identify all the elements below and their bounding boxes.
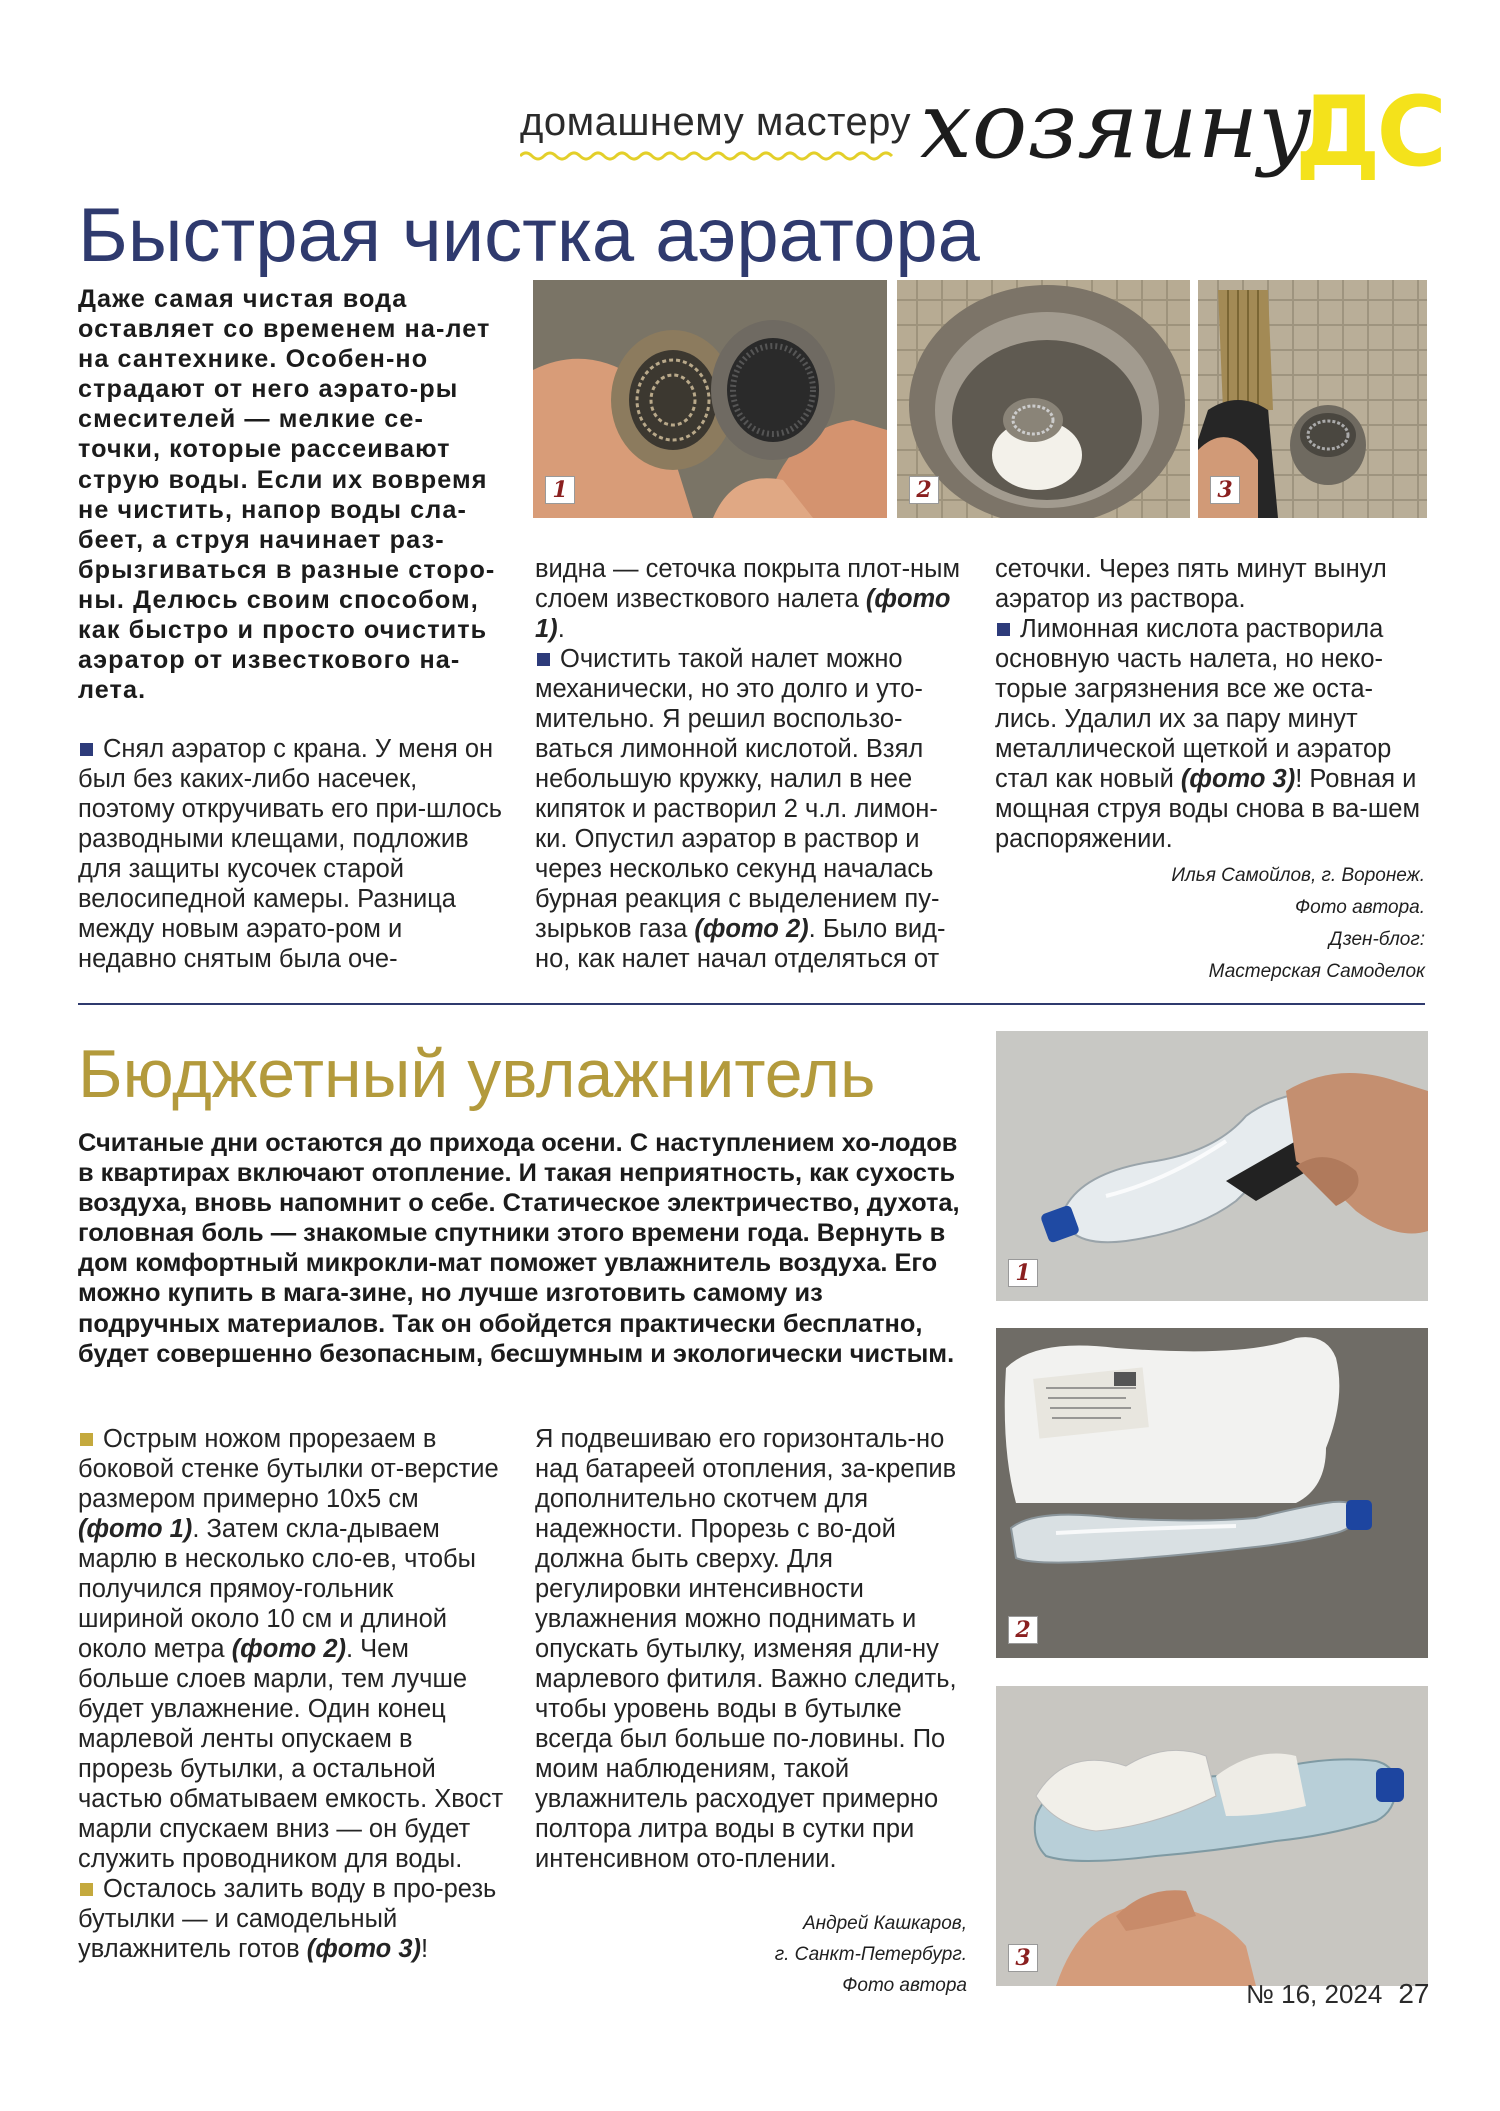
article2-column-1 xyxy=(78,1424,504,1964)
photo-ref: (фото 2) xyxy=(694,915,809,943)
photo-number: 2 xyxy=(1008,1616,1038,1644)
paragraph: сеточки. Через пять минут вынул аэратор из раствора. xyxy=(995,555,1387,613)
article2-title: Бюджетный увлажнитель xyxy=(78,1036,876,1112)
article1-title: Быстрая чистка аэратора xyxy=(78,193,980,278)
paragraph: Я подвешиваю его горизонталь-но над батареей отопления, за-крепив дополнительно скотчем для надежности. Прорезь с во-дой должна быть сверху. Для регулировки интенсивности увлажнения можно поднимать и опускать бутылку, изменяя дли-ну марлевого фитиля. Важно следить, чтобы уровень воды в бутылке всегда был больше по-ловины. По моим наблюдениям, такой увлажнитель расходует примерно полтора литра воды в сутки при интенсивном ото-плении. xyxy=(535,1425,957,1873)
paragraph: ! Ровная и мощная струя воды снова в ва-шем распоряжении. xyxy=(995,765,1420,853)
wavy-underline xyxy=(520,150,895,162)
article1-signature xyxy=(995,860,1425,988)
aerator-photo-3 xyxy=(1198,280,1427,518)
bullet-icon xyxy=(80,1883,93,1896)
paragraph: ! xyxy=(421,1935,429,1963)
article2-lead: Считаные дни остаются до прихода осени. С наступлением хо-лодов в квартирах включают отопление. И такая неприятность, как сухость воздуха, вновь напомнит о себе. Статическое электричество, духота, головная боль — знакомые спутники этого времени года. Вернуть в дом комфортный микрокли-мат поможет увлажнитель воздуха. Его можно купить в мага-зине, но лучше изготовить самому из подручных материалов. Так он обойдется практически бесплатно, будет совершенно безопасным, бесшумным и экологически чистым. xyxy=(78,1129,960,1368)
article2-signature xyxy=(535,1908,967,2001)
article1-column-2 xyxy=(535,554,967,974)
section-label: домашнему мастеру xyxy=(520,100,911,144)
header-script-title: хозяину xyxy=(920,72,1312,179)
signature-line: Дзен-блог: xyxy=(1329,929,1425,950)
humidifier-photo-2 xyxy=(996,1328,1428,1658)
humidifier-photo-1 xyxy=(996,1031,1428,1301)
paragraph: Острым ножом прорезаем в боковой стенке бутылки от-верстие размером примерно 10х5 см xyxy=(78,1425,499,1513)
photo-number: 1 xyxy=(1008,1259,1038,1287)
article2-column-2 xyxy=(535,1424,967,1874)
photo-ref: (фото 1) xyxy=(78,1515,193,1543)
photo-number: 3 xyxy=(1008,1944,1038,1972)
bullet-icon xyxy=(537,653,550,666)
paragraph: видна — сеточка покрыта плот-ным слоем известкового налета xyxy=(535,555,960,613)
signature-line: Фото автора xyxy=(842,1975,967,1996)
humidifier-photo-3 xyxy=(996,1686,1428,1986)
paragraph: Снял аэратор с крана. У меня он был без каких-либо насечек, поэтому откручивать его при-шлось разводными клещами, подложив для защиты кусочек старой велосипедной камеры. Разница между новым аэрато-ром и недавно снятым была оче- xyxy=(78,735,502,973)
signature-line: Фото автора. xyxy=(1295,897,1425,918)
photo-ref: (фото 2) xyxy=(231,1635,346,1663)
paragraph: Лимонная кислота растворила основную часть налета, но неко-торые загрязнения все же оста-лись. Удалил их за пару минут металлической щеткой и аэратор стал как новый xyxy=(995,615,1392,793)
magazine-logo: ДС xyxy=(1295,76,1443,188)
paragraph: . Чем больше слоев марли, тем лучше будет увлажнение. Один конец марлевой ленты опускаем в прорезь бутылки, а остальной частью обматываем емкость. Хвост марли спускаем вниз — он будет служить проводником для воды. xyxy=(78,1635,504,1873)
signature-line: г. Санкт-Петербург. xyxy=(774,1944,967,1965)
signature-line: Мастерская Самоделок xyxy=(1208,961,1425,982)
signature-line: Андрей Кашкаров, xyxy=(802,1913,967,1934)
paragraph: Очистить такой налет можно механически, но это долго и уто-мительно. Я решил воспользо-ваться лимонной кислотой. Взял небольшую кружку, налил в нее кипяток и растворил 2 ч.л. лимон-ки. Опустил аэратор в раствор и через несколько секунд началась бурная реакция с выделением пу-зырьков газа xyxy=(535,645,940,943)
photo-number: 1 xyxy=(545,476,575,504)
paragraph: . Затем скла-дываем марлю в несколько сло-ев, чтобы получился прямоу-гольник шириной около 10 см и длиной около метра xyxy=(78,1515,476,1663)
section-divider xyxy=(78,1003,1425,1005)
page-footer xyxy=(1246,1978,1429,2010)
photo-number: 3 xyxy=(1210,476,1240,504)
photo-number: 2 xyxy=(909,476,939,504)
bullet-icon xyxy=(80,1433,93,1446)
page-number: 27 xyxy=(1398,1978,1430,2009)
aerator-photo-1 xyxy=(533,280,887,518)
photo-ref: (фото 3) xyxy=(1180,765,1296,793)
issue-number: № 16, 2024 xyxy=(1246,1979,1383,2009)
article1-column-1 xyxy=(78,734,504,974)
article1-lead: Даже самая чистая вода оставляет со временем на-лет на сантехнике. Особен-но страдают от него аэрато-ры смесителей — мелкие се-точки, которые рассеивают струю воды. Если их вовремя не чистить, напор воды сла-беет, а струя начинает раз-брызгиваться в разные сторо-ны. Делюсь своим способом, как быстро и просто очистить аэратор от известкового на-лета. xyxy=(78,285,496,705)
signature-line: Илья Самойлов, г. Воронеж. xyxy=(1171,865,1425,886)
aerator-photo-2 xyxy=(897,280,1190,518)
photo-ref: (фото 3) xyxy=(306,1935,422,1963)
article1-column-3 xyxy=(995,554,1425,854)
paragraph: . Было вид-но, как налет начал отделяться от xyxy=(535,915,946,973)
photo-ref: (фото 1) xyxy=(535,585,951,643)
bullet-icon xyxy=(80,743,93,756)
paragraph: Осталось залить воду в про-резь бутылки — и самодельный увлажнитель готов xyxy=(78,1875,497,1963)
bullet-icon xyxy=(997,623,1010,636)
punct: . xyxy=(557,615,565,643)
